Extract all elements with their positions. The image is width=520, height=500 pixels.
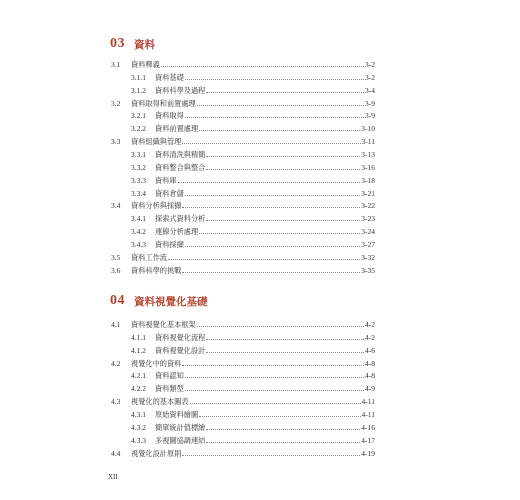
toc-subsection-entry[interactable]	[131, 367, 375, 380]
toc-subsection-entry[interactable]	[131, 107, 375, 120]
toc-entry-title: 視覺化設計原則	[131, 448, 182, 458]
toc-entry-page: 3-9	[365, 98, 375, 108]
toc-subsection-entry[interactable]	[131, 146, 375, 159]
toc-subsection-entry[interactable]	[131, 82, 375, 95]
toc-entry-title: 資料取得和前置處理	[131, 98, 196, 108]
dot-leader	[168, 259, 360, 260]
dot-leader	[206, 339, 364, 340]
toc-entry-title: 資料前置處理	[155, 124, 199, 134]
chapter-title: 資料	[134, 38, 155, 51]
dot-leader	[206, 442, 360, 443]
toc-subsection-entry[interactable]	[131, 380, 375, 393]
dot-leader	[185, 390, 364, 391]
toc-entry-page: 3-22	[361, 201, 375, 211]
toc-entry-page: 4-8	[365, 371, 375, 381]
toc-entry-title: 資料採擷	[155, 239, 184, 249]
toc-entry-number: 3.2	[111, 98, 121, 108]
toc-entry-number: 3.2.1	[131, 111, 146, 121]
chapter-number: 03	[110, 36, 125, 51]
toc-entry-number: 4.2	[111, 358, 121, 368]
toc-entry-number: 3.1	[111, 60, 121, 69]
toc-subsection-entry[interactable]	[131, 210, 375, 223]
toc-entry-title: 資料取得	[155, 111, 184, 121]
dot-leader	[182, 272, 360, 273]
toc-entry-page: 4-17	[361, 435, 375, 445]
toc-entry-title: 資料視覺化流程	[155, 332, 206, 342]
dot-leader	[178, 182, 361, 183]
toc-entry-page: 4-11	[361, 397, 375, 407]
toc-subsection-entry[interactable]	[131, 432, 375, 445]
toc-entry-page: 4-6	[365, 345, 375, 355]
dot-leader	[185, 195, 360, 196]
toc-entry-page: 3-27	[361, 239, 375, 249]
dot-leader	[185, 79, 364, 80]
dot-leader	[206, 169, 360, 170]
toc-entry-number: 4.2.2	[131, 384, 146, 394]
toc-subsection-entry[interactable]	[131, 406, 375, 419]
toc-entry-number: 3.2.2	[131, 124, 146, 134]
chapter-title: 資料視覺化基礎	[134, 295, 208, 308]
toc-entry-title: 資料釋義	[131, 60, 160, 69]
toc-subsection-entry[interactable]	[131, 236, 375, 249]
dot-leader	[206, 220, 360, 221]
toc-entry-title: 簡單統計值標繪	[155, 422, 206, 432]
toc-entry-number: 4.1.2	[131, 345, 146, 355]
dot-leader	[199, 233, 360, 234]
toc-entry-page: 3-23	[361, 214, 375, 224]
toc-entry-page: 3-18	[361, 175, 375, 185]
toc-subsection-entry[interactable]	[131, 185, 375, 198]
toc-section-entry[interactable]	[111, 197, 375, 210]
toc-entry-number: 4.1.1	[131, 332, 146, 342]
toc-entry-title: 資料類型	[155, 384, 184, 394]
dot-leader	[206, 156, 360, 157]
toc-entry-page: 4-16	[361, 422, 375, 432]
chapter-heading	[110, 290, 208, 312]
toc-entry-page: 4-2	[365, 320, 375, 329]
toc-entry-title: 資料整合與整合	[155, 162, 206, 172]
dot-leader	[161, 66, 364, 67]
dot-leader	[185, 246, 360, 247]
toc-entry-page: 3-16	[361, 162, 375, 172]
toc-entry-page: 4-19	[361, 448, 375, 458]
dot-leader	[206, 92, 364, 93]
toc-entry-title: 資料科學及過程	[155, 85, 206, 95]
toc-entry-page: 3-2	[365, 60, 375, 69]
toc-subsection-entry[interactable]	[131, 159, 375, 172]
toc-entry-title: 多視圖協調連結	[155, 435, 206, 445]
toc-entry-title: 資料倉儲	[155, 188, 184, 198]
toc-entry-number: 3.4	[111, 201, 121, 211]
toc-subsection-entry[interactable]	[131, 120, 375, 133]
toc-entry-number: 3.4.3	[131, 239, 146, 249]
toc-entry-title: 資料清洗與精簡	[155, 149, 206, 159]
toc-entry-number: 4.3.1	[131, 409, 146, 419]
toc-section-entry[interactable]	[111, 316, 375, 329]
toc-entry-title: 資料分析與採擷	[131, 201, 182, 211]
dot-leader	[206, 352, 364, 353]
toc-entry-title: 資料工作流	[131, 252, 167, 262]
toc-entry-title: 資料基礎	[155, 72, 184, 82]
toc-entry-page: 3-13	[361, 149, 375, 159]
toc-entry-page: 3-21	[361, 188, 375, 198]
toc-entry-number: 3.1.2	[131, 85, 146, 95]
toc-entry-number: 3.3.4	[131, 188, 146, 198]
toc-entry-title: 探索式資料分析	[155, 214, 206, 224]
dot-leader	[206, 429, 360, 430]
toc-entry-number: 4.3	[111, 397, 121, 407]
chapter-number: 04	[110, 293, 125, 308]
toc-entry-number: 4.3.3	[131, 435, 146, 445]
toc-entry-number: 4.4	[111, 448, 121, 458]
toc-entry-number: 3.3	[111, 137, 121, 147]
toc-entry-number: 3.3.1	[131, 149, 146, 159]
toc-entry-title: 連線分析處理	[155, 227, 199, 237]
dot-leader	[197, 326, 364, 327]
toc-entry-title: 視覺化中的資料	[131, 358, 182, 368]
toc-section-entry[interactable]	[111, 393, 375, 406]
toc-entry-number: 4.3.2	[131, 422, 146, 432]
toc-subsection-entry[interactable]	[131, 223, 375, 236]
toc-entry-number: 3.4.2	[131, 227, 146, 237]
toc-entry-page: 3-35	[361, 265, 375, 275]
dot-leader	[197, 105, 364, 106]
toc-section-entry[interactable]	[111, 262, 375, 275]
toc-section-entry[interactable]	[111, 249, 375, 262]
toc-entry-page: 4-8	[365, 358, 375, 368]
toc-entry-page: 3-9	[365, 111, 375, 121]
toc-section-entry[interactable]	[111, 56, 375, 69]
page-number: XII	[108, 473, 118, 481]
dot-leader	[185, 377, 364, 378]
toc-entry-number: 3.5	[111, 252, 121, 262]
toc-subsection-entry[interactable]	[131, 69, 375, 82]
toc-entry-title: 資料庫	[155, 175, 177, 185]
chapter-heading	[110, 33, 155, 55]
toc-subsection-entry[interactable]	[131, 419, 375, 432]
toc-entry-title: 資料科學的挑戰	[131, 265, 182, 275]
dot-leader	[182, 207, 360, 208]
toc-entry-title: 原始資料繪圖	[155, 409, 199, 419]
dot-leader	[182, 143, 360, 144]
dot-leader	[182, 365, 364, 366]
toc-entry-number: 3.3.2	[131, 162, 146, 172]
toc-entry-title: 資料視覺化基本框架	[131, 320, 196, 329]
toc-entry-page: 3-10	[361, 124, 375, 134]
toc-entry-number: 3.6	[111, 265, 121, 275]
toc-entry-number: 3.4.1	[131, 214, 146, 224]
toc-subsection-entry[interactable]	[131, 342, 375, 355]
dot-leader	[199, 130, 360, 131]
toc-entry-number: 3.3.3	[131, 175, 146, 185]
toc-entry-title: 資料認知	[155, 371, 184, 381]
toc-entry-page: 3-11	[361, 137, 375, 147]
toc-section-entry[interactable]	[111, 133, 375, 146]
dot-leader	[182, 455, 360, 456]
toc-entry-title: 資料組織與管理	[131, 137, 182, 147]
toc-entry-page: 3-32	[361, 252, 375, 262]
toc-entry-number: 3.1.1	[131, 72, 146, 82]
dot-leader	[190, 403, 361, 404]
toc-section-entry[interactable]	[111, 95, 375, 108]
toc-entry-title: 資料視覺化設計	[155, 345, 206, 355]
toc-entry-page: 4-9	[365, 384, 375, 394]
toc-subsection-entry[interactable]	[131, 329, 375, 342]
dot-leader	[199, 416, 360, 417]
toc-subsection-entry[interactable]	[131, 172, 375, 185]
toc-entry-page: 3-24	[361, 227, 375, 237]
toc-entry-page: 3-4	[365, 85, 375, 95]
toc-section-entry[interactable]	[111, 445, 375, 458]
toc-entry-title: 視覺化的基本圖表	[131, 397, 189, 407]
toc-entry-number: 4.1	[111, 320, 121, 329]
toc-entry-page: 3-2	[365, 72, 375, 82]
toc-entry-page: 4-2	[365, 332, 375, 342]
toc-section-entry[interactable]	[111, 355, 375, 368]
toc-entry-page: 4-11	[361, 409, 375, 419]
toc-entry-number: 4.2.1	[131, 371, 146, 381]
dot-leader	[185, 117, 364, 118]
